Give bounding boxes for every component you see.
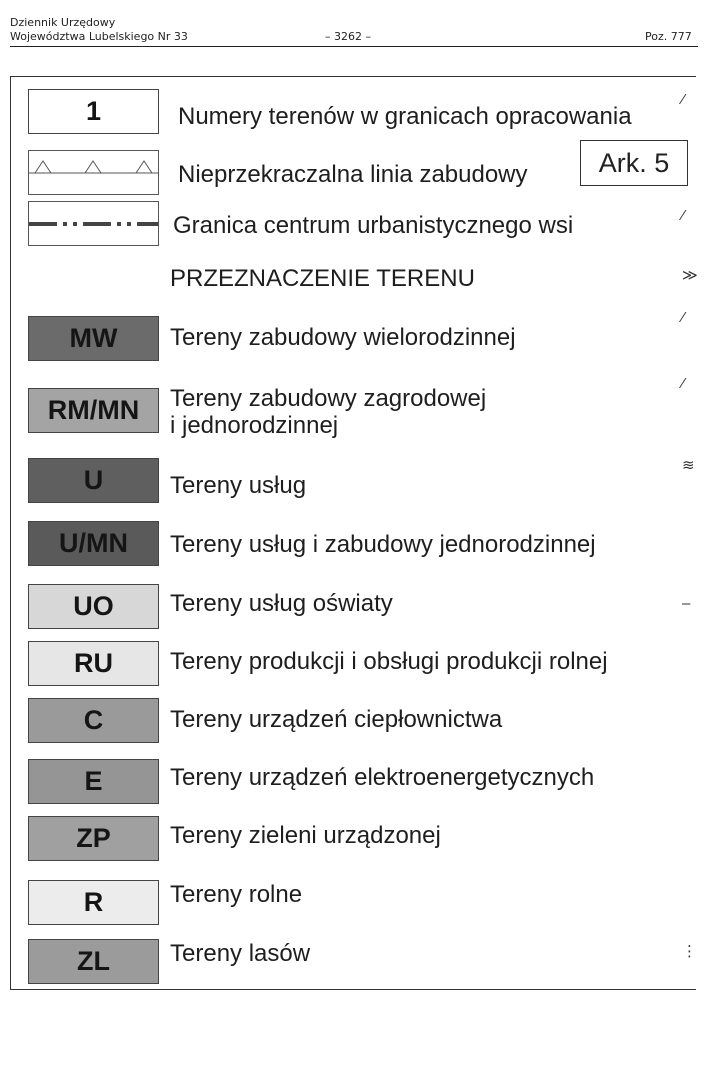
zone-label-rm-mn-line2: i jednorodzinnej xyxy=(170,412,339,439)
zone-label-u: Tereny usług xyxy=(170,472,307,499)
zone-symbol-u-mn: U/MN xyxy=(28,521,159,566)
map-edge-mark: ⁄ xyxy=(682,91,685,108)
zone-label-r: Tereny rolne xyxy=(170,881,303,908)
page-number: – 3262 – xyxy=(325,30,371,43)
journal-title-line2: Województwa Lubelskiego Nr 33 xyxy=(10,30,188,43)
header-rule xyxy=(10,46,698,47)
zone-symbol-u: U xyxy=(28,458,159,503)
area-number-symbol: 1 xyxy=(28,89,159,134)
sheet-label: Ark. 5 xyxy=(580,140,688,186)
area-number-label: Numery terenów w granicach opracowania xyxy=(178,103,632,130)
map-edge-mark: – xyxy=(682,595,691,612)
zone-symbol-rm-mn: RM/MN xyxy=(28,388,159,433)
section-heading: PRZEZNACZENIE TERENU xyxy=(170,265,475,292)
zone-label-rm-mn: Tereny zabudowy zagrodowej xyxy=(170,385,487,412)
zone-label-c: Tereny urządzeń ciepłownictwa xyxy=(170,706,503,733)
journal-title-line1: Dziennik Urzędowy xyxy=(10,16,116,29)
zone-symbol-r: R xyxy=(28,880,159,925)
zone-label-zl: Tereny lasów xyxy=(170,940,311,967)
map-edge-mark: ⁄ xyxy=(682,207,685,224)
map-edge-mark: ≫ xyxy=(682,267,698,284)
zone-symbol-c: C xyxy=(28,698,159,743)
map-edge-mark: ⋮ xyxy=(682,943,697,960)
center-boundary-label: Granica centrum urbanistycznego wsi xyxy=(173,212,574,239)
zone-symbol-ru: RU xyxy=(28,641,159,686)
zone-symbol-mw: MW xyxy=(28,316,159,361)
building-line-icon xyxy=(29,151,158,194)
boundary-dashdot-icon xyxy=(29,202,158,245)
map-edge-mark: ⁄ xyxy=(682,375,685,392)
building-line-symbol xyxy=(28,150,159,195)
zone-label-mw: Tereny zabudowy wielorodzinnej xyxy=(170,324,516,351)
building-line-label: Nieprzekraczalna linia zabudowy xyxy=(178,161,528,188)
zone-label-uo: Tereny usług oświaty xyxy=(170,590,393,617)
position-number: Poz. 777 xyxy=(645,30,692,43)
zone-symbol-e: E xyxy=(28,759,159,804)
map-edge-mark: ≋ xyxy=(682,457,695,474)
zone-label-u-mn: Tereny usług i zabudowy jednorodzinnej xyxy=(170,531,596,558)
zone-label-zp: Tereny zieleni urządzonej xyxy=(170,822,441,849)
zone-symbol-zp: ZP xyxy=(28,816,159,861)
zone-label-e: Tereny urządzeń elektroenergetycznych xyxy=(170,764,595,791)
zone-label-ru: Tereny produkcji i obsługi produkcji rolnej xyxy=(170,648,608,675)
map-edge-mark: ⁄ xyxy=(682,309,685,326)
zone-symbol-uo: UO xyxy=(28,584,159,629)
zone-symbol-zl: ZL xyxy=(28,939,159,984)
center-boundary-symbol xyxy=(28,201,159,246)
